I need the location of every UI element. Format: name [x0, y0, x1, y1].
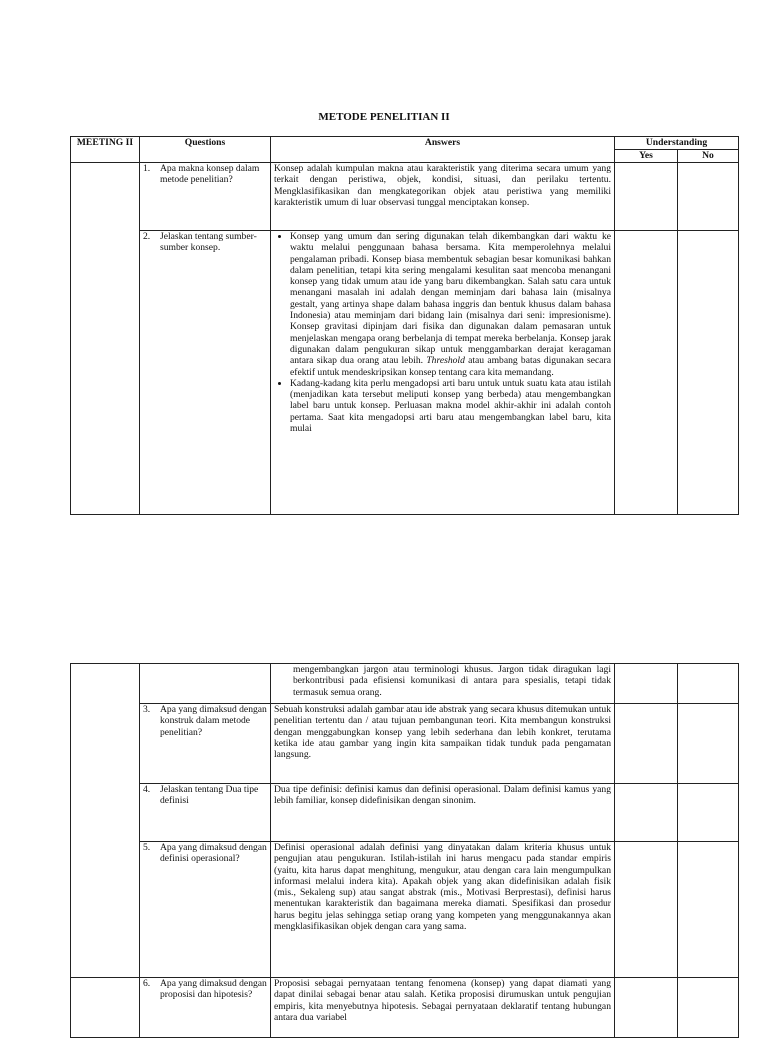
no-checkbox-cell[interactable]	[678, 231, 739, 515]
answer-cell: Proposisi sebagai pernyataan tentang fenomena (konsep) yang dapat diamati yang dapat dinilai sebagai benar atau salah. Ketika proposisi dirumuskan untuk pengujian empiris, kita menyebutnya hipotesis. Sebagai pernyataan deklaratif tentang hubungan antara dua variabel	[271, 978, 615, 1038]
yes-checkbox-cell[interactable]	[615, 978, 678, 1038]
answer-cell	[271, 664, 615, 704]
qa-table-page2	[70, 663, 739, 1038]
question-cell	[140, 231, 271, 515]
yes-checkbox-cell[interactable]	[615, 842, 678, 978]
question-text: Apa yang dimaksud dengan konstruk dalam metode penelitian?	[160, 704, 267, 738]
list-item: • Konsep yang umum dan sering digunakan telah dikembangkan dari waktu ke waktu melalui penggunaan bahasa bersama. Kita memperolehnya melalui pengalaman pribadi. Konsep biasa membentuk sebagian besar komunikasi bahkan dalam penelitian, tetapi kita sering mengalami kesulitan saat mencoba menangani konsep yang tidak umum atau ide yang baru dikembangkan. Salah satu cara untuk menangani masalah ini adalah dengan meminjam dari bahasa lain (misalnya gestalt, yang artinya shape dalam bahasa inggris dan bentuk khusus dalam bahasa Indonesia) atau meminjam dari bidang lain (misalnya dari seni: impresionisme). Konsep gravitasi dipinjam dari fisika dan digunakan dalam pemasaran untuk menjelaskan mengapa orang berbelanja di tempat mereka berbelanja. Konsep jarak digunakan dalam pengukuran sikap untuk menggambarkan derajat keragaman antara sikap dua orang atau lebih. Threshold atau ambang batas digunakan secara efektif untuk mendeskripsikan konsep tentang cara kita memandang.	[290, 231, 611, 378]
yes-checkbox-cell[interactable]	[615, 664, 678, 704]
question-text: Apa yang dimaksud dengan definisi operasional?	[160, 842, 267, 865]
meeting-header: MEETING II	[71, 137, 140, 163]
question-number: 4.	[143, 784, 151, 795]
question-number: 2.	[143, 231, 151, 242]
yes-checkbox-cell[interactable]	[615, 163, 678, 231]
question-cell	[140, 704, 271, 784]
no-checkbox-cell[interactable]	[678, 978, 739, 1038]
question-number: 6.	[143, 978, 151, 989]
table-row	[71, 784, 739, 842]
table-row	[71, 704, 739, 784]
question-number: 3.	[143, 704, 151, 715]
meeting-cell	[71, 664, 140, 978]
meeting-cell	[71, 978, 140, 1038]
answer-cell	[271, 231, 615, 515]
yes-checkbox-cell[interactable]	[615, 231, 678, 515]
qa-table-page1	[70, 136, 739, 515]
table-row	[71, 664, 739, 704]
table-row	[71, 978, 739, 1038]
yes-checkbox-cell[interactable]	[615, 784, 678, 842]
question-text: Apa yang dimaksud dengan proposisi dan hipotesis?	[160, 978, 267, 1001]
no-checkbox-cell[interactable]	[678, 704, 739, 784]
answers-header: Answers	[271, 137, 615, 163]
meeting-cell	[71, 163, 140, 515]
yes-header: Yes	[615, 150, 678, 163]
answer-cell: Sebuah konstruksi adalah gambar atau ide abstrak yang secara khusus ditemukan untuk penelitian tertentu dan / atau tujuan pembangunan teori. Kita membangun konstruksi dengan menggabungkan konsep yang lebih sederhana dan lebih konkret, terutama ketika ide atau gambar yang ingin kita sampaikan tidak tunduk pada pengamatan langsung.	[271, 704, 615, 784]
answer-cell: Konsep adalah kumpulan makna atau karakteristik yang diterima secara umum yang terkait dengan peristiwa, objek, kondisi, situasi, dan perilaku tertentu. Mengklasifikasikan dan mengkategorikan objek atau peristiwa yang memiliki karakteristik umum di luar observasi tunggal menciptakan konsep.	[271, 163, 615, 231]
no-checkbox-cell[interactable]	[678, 784, 739, 842]
questions-header: Questions	[140, 137, 271, 163]
no-checkbox-cell[interactable]	[678, 842, 739, 978]
table-row	[71, 163, 739, 231]
yes-checkbox-cell[interactable]	[615, 704, 678, 784]
continuation-text: mengembangkan jargon atau terminologi khusus. Jargon tidak diragukan lagi berkontribusi pada efisiensi komunikasi di antara para spesialis, tetapi tidak termasuk semua orang.	[293, 664, 611, 698]
question-text: Jelaskan tentang Dua tipe definisi	[160, 784, 259, 807]
question-text: Jelaskan tentang sumber-sumber konsep.	[160, 231, 257, 254]
table-row	[71, 842, 739, 978]
question-number: 5.	[143, 842, 151, 853]
answer-cell: Definisi operasional adalah definisi yang dinyatakan dalam kriteria khusus untuk pengujian atau pengukuran. Istilah-istilah ini harus mengacu pada standar empiris (yaitu, kita harus dapat menghitung, mengukur, atau dengan cara lain mengumpulkan informasi melalui indera kita). Apakah objek yang akan didefinisikan adalah fisik (mis., Sekaleng sup) atau sangat abstrak (mis., Motivasi Berprestasi), definisi harus menentukan karakteristik dan bagaimana mereka diamati. Spesifikasi dan prosedur harus begitu jelas sehingga setiap orang yang kompeten yang menggunakannya akan mengklasifikasikan objek dengan cara yang sama.	[271, 842, 615, 978]
answer-cell: Dua tipe definisi: definisi kamus dan definisi operasional. Dalam definisi kamus yang lebih familiar, konsep didefinisikan dengan sinonim.	[271, 784, 615, 842]
no-checkbox-cell[interactable]	[678, 664, 739, 704]
page-title: METODE PENELITIAN II	[318, 111, 450, 123]
list-item: • Kadang-kadang kita perlu mengadopsi arti baru untuk untuk suatu kata atau istilah (menjadikan kata tersebut meliputi konsep yang berbeda) atau mengembangkan label baru untuk konsep. Perluasan makna model akhir-akhir ini adalah contoh pertama. Saat kita mengadopsi arti baru atau mengembangkan label baru, kita mulai	[290, 378, 611, 434]
table-row	[71, 231, 739, 515]
question-cell	[140, 784, 271, 842]
question-cell	[140, 664, 271, 704]
understanding-header: Understanding	[615, 137, 739, 150]
question-number: 1.	[143, 163, 151, 174]
no-header: No	[678, 150, 739, 163]
question-cell	[140, 163, 271, 231]
question-cell	[140, 842, 271, 978]
answer-bullet-list	[274, 231, 611, 434]
no-checkbox-cell[interactable]	[678, 163, 739, 231]
question-cell	[140, 978, 271, 1038]
question-text: Apa makna konsep dalam metode penelitian?	[160, 163, 260, 186]
